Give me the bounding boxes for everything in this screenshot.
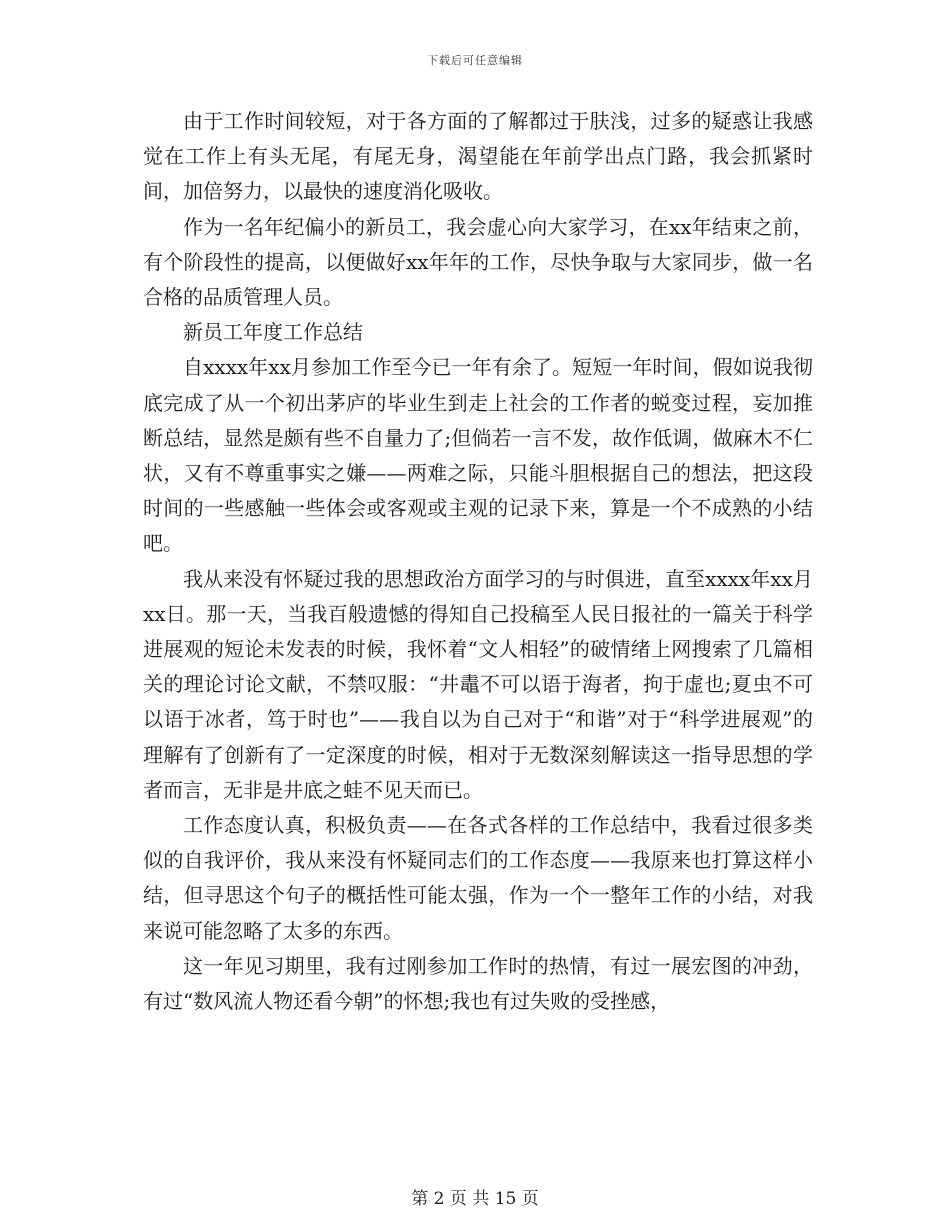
page-footer: 第 2 页 共 15 页 xyxy=(411,1189,539,1209)
document-body xyxy=(143,104,813,1019)
section-title: 新员工年度工作总结 xyxy=(183,320,363,345)
paragraph-3: 自xxxx年xx月参加工作至今已一年有余了。短短一年时间，假如说我彻底完成了从一个初出茅庐的毕业生到走上社会的工作者的蜕变过程，妄加推断总结，显然是颇有些不自量力了;但倘若一言不发，故作低调，做麻木不仁状，又有不尊重事实之嫌——两难之际，只能斗胆根据自己的想法，把这段时间的一些感触一些体会或客观或主观的记录下来，算是一个不成熟的小结吧。 xyxy=(143,355,813,556)
paragraph-4: 我从来没有怀疑过我的思想政治方面学习的与时俱进，直至xxxx年xx月xx日。那一天，当我百般遗憾的得知自己投稿至人民日报社的一篇关于科学进展观的短论未发表的时候，我怀着“文人相轻”的破情绪上网搜索了几篇相关的理论讨论文献，不禁叹服：“井鼃不可以语于海者，拘于虚也;夏虫不可以语于冰者，笃于时也”——我自以为自己对于“和谐”对于“科学进展观”的理解有了创新有了一定深度的时候，相对于无数深刻解读这一指导思想的学者而言，无非是井底之蛙不见天而已。 xyxy=(143,566,813,802)
paragraph-1: 由于工作时间较短，对于各方面的了解都过于肤浅，过多的疑惑让我感觉在工作上有头无尾，有尾无身，渴望能在年前学出点门路，我会抓紧时间，加倍努力，以最快的速度消化吸收。 xyxy=(143,109,813,204)
paragraph-5: 工作态度认真，积极负责——在各式各样的工作总结中，我看过很多类似的自我评价，我从来没有怀疑同志们的工作态度——我原来也打算这样小结，但寻思这个句子的概括性可能太强，作为一个一整年工作的小结，对我来说可能忽略了太多的东西。 xyxy=(143,813,813,943)
paragraph-6: 这一年见习期里，我有过刚参加工作时的热情，有过一展宏图的冲劲，有过“数风流人物还看今朝”的怀想;我也有过失败的受挫感， xyxy=(143,953,813,1014)
page-header: 下载后可任意编辑 xyxy=(427,54,523,67)
paragraph-2: 作为一名年纪偏小的新员工，我会虚心向大家学习，在xx年结束之前，有个阶段性的提高，以便做好xx年年的工作，尽快争取与大家同步，做一名合格的品质管理人员。 xyxy=(143,214,813,310)
